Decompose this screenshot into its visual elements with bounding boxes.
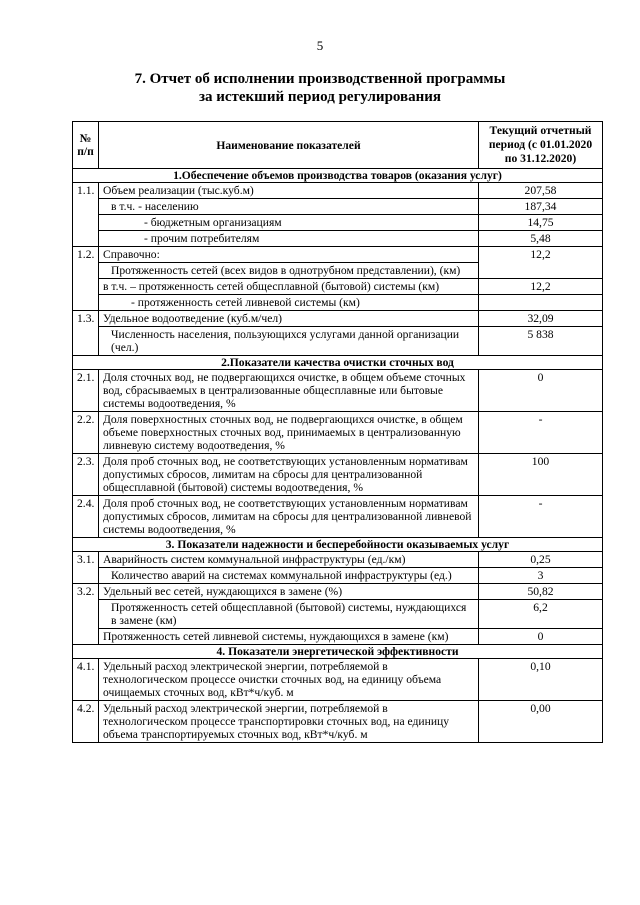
table-row	[73, 215, 603, 231]
section-row	[73, 538, 603, 552]
table-row	[73, 552, 603, 568]
row-name: Справочно:	[99, 247, 479, 263]
page-number: 5	[316, 38, 324, 53]
table-row	[73, 584, 603, 600]
row-value: 0,10	[479, 659, 603, 701]
row-value: 50,82	[479, 584, 603, 600]
title-line-1: 7. Отчет об исполнении производственной программы	[134, 71, 506, 87]
row-value	[479, 295, 603, 311]
row-value: 6,2	[479, 600, 603, 629]
row-num: 3.2.	[73, 584, 99, 645]
row-value: 14,75	[479, 215, 603, 231]
row-name: Доля поверхностных сточных вод, не подвергающихся очистке, в общем объеме поверхностных сточных вод, принимаемых в централизованную ливневую систему водоотведения, %	[99, 412, 479, 454]
row-num: 4.2.	[73, 701, 99, 743]
table-row	[73, 600, 603, 629]
row-name: в т.ч. - населению	[99, 199, 479, 215]
table-header	[73, 122, 603, 169]
table-row	[73, 370, 603, 412]
row-name: Численность населения, пользующихся услугами данной организации (чел.)	[99, 327, 479, 356]
table-row	[73, 247, 603, 263]
table-row	[73, 412, 603, 454]
table-row	[73, 327, 603, 356]
row-value: 5 838	[479, 327, 603, 356]
row-value: 3	[479, 568, 603, 584]
table-row	[73, 279, 603, 295]
row-name: Удельный вес сетей, нуждающихся в замене (%)	[99, 584, 479, 600]
row-name: Аварийность систем коммунальной инфраструктуры (ед./км)	[99, 552, 479, 568]
row-num: 2.2.	[73, 412, 99, 454]
table-row	[73, 295, 603, 311]
row-value: -	[479, 412, 603, 454]
section-title-4: 4. Показатели энергетической эффективности	[73, 645, 603, 659]
row-value: 0,00	[479, 701, 603, 743]
row-name: Доля сточных вод, не подвергающихся очистке, в общем объеме сточных вод, сбрасываемых в централизованные общесплавные или бытовые системы водоотведения, %	[99, 370, 479, 412]
report-table	[72, 121, 603, 743]
row-name: Объем реализации (тыс.куб.м)	[99, 183, 479, 199]
table-row	[73, 311, 603, 327]
section-title-1: 1.Обеспечение объемов производства товаров (оказания услуг)	[73, 169, 603, 183]
row-value: -	[479, 496, 603, 538]
row-value: 187,34	[479, 199, 603, 215]
report-title	[0, 70, 640, 106]
row-value: 12,2	[479, 247, 603, 279]
table-row	[73, 496, 603, 538]
row-name: Протяженность сетей общесплавной (бытовой) системы, нуждающихся в замене (км)	[99, 600, 479, 629]
header-name: Наименование показателей	[99, 122, 479, 169]
row-num: 1.2.	[73, 247, 99, 311]
table-row	[73, 183, 603, 199]
header-num: № п/п	[73, 122, 99, 169]
row-name: Удельный расход электрической энергии, потребляемой в технологическом процессе очистки сточных вод, на единицу объема очищаемых сточных вод, кВт*ч/куб. м	[99, 659, 479, 701]
row-value: 5,48	[479, 231, 603, 247]
row-name: Протяженность сетей ливневой системы, нуждающихся в замене (км)	[99, 629, 479, 645]
row-num: 2.4.	[73, 496, 99, 538]
row-name: Удельный расход электрической энергии, потребляемой в технологическом процессе транспортировки сточных вод, на единицу объема транспортируемых сточных вод, кВт*ч/куб. м	[99, 701, 479, 743]
row-num: 4.1.	[73, 659, 99, 701]
title-line-2: за истекший период регулирования	[198, 89, 442, 105]
section-row	[73, 645, 603, 659]
row-name: Протяженность сетей (всех видов в однотрубном представлении), (км)	[99, 263, 479, 279]
row-num: 3.1.	[73, 552, 99, 584]
row-name: - бюджетным организациям	[99, 215, 479, 231]
row-num: 2.1.	[73, 370, 99, 412]
row-name: - прочим потребителям	[99, 231, 479, 247]
row-name: Количество аварий на системах коммунальной инфраструктуры (ед.)	[99, 568, 479, 584]
row-name: в т.ч. – протяженность сетей общесплавной (бытовой) системы (км)	[99, 279, 479, 295]
row-name: Доля проб сточных вод, не соответствующих установленным нормативам допустимых сбросов, лимитам на сбросы для централизованной ливневой системы водоотведения, %	[99, 496, 479, 538]
row-value: 0	[479, 370, 603, 412]
row-num: 1.1.	[73, 183, 99, 247]
row-name: Удельное водоотведение (куб.м/чел)	[99, 311, 479, 327]
table-row	[73, 629, 603, 645]
section-title-2: 2.Показатели качества очистки сточных вод	[73, 356, 603, 370]
header-value: Текущий отчетный период (с 01.01.2020 по 31.12.2020)	[479, 122, 603, 169]
row-name: Доля проб сточных вод, не соответствующих установленным нормативам допустимых сбросов, лимитам на сбросы для централизованной общесплавной (бытовой) системы водоотведения, %	[99, 454, 479, 496]
table-row	[73, 231, 603, 247]
row-num: 1.3.	[73, 311, 99, 356]
row-value: 32,09	[479, 311, 603, 327]
section-row	[73, 169, 603, 183]
table-row	[73, 568, 603, 584]
row-value: 207,58	[479, 183, 603, 199]
table-row	[73, 199, 603, 215]
table-row	[73, 701, 603, 743]
table-row	[73, 659, 603, 701]
section-row	[73, 356, 603, 370]
row-value: 12,2	[479, 279, 603, 295]
row-name: - протяженность сетей ливневой системы (км)	[99, 295, 479, 311]
section-title-3: 3. Показатели надежности и бесперебойности оказываемых услуг	[73, 538, 603, 552]
row-num: 2.3.	[73, 454, 99, 496]
row-value: 0,25	[479, 552, 603, 568]
row-value: 0	[479, 629, 603, 645]
row-value: 100	[479, 454, 603, 496]
table-row	[73, 454, 603, 496]
